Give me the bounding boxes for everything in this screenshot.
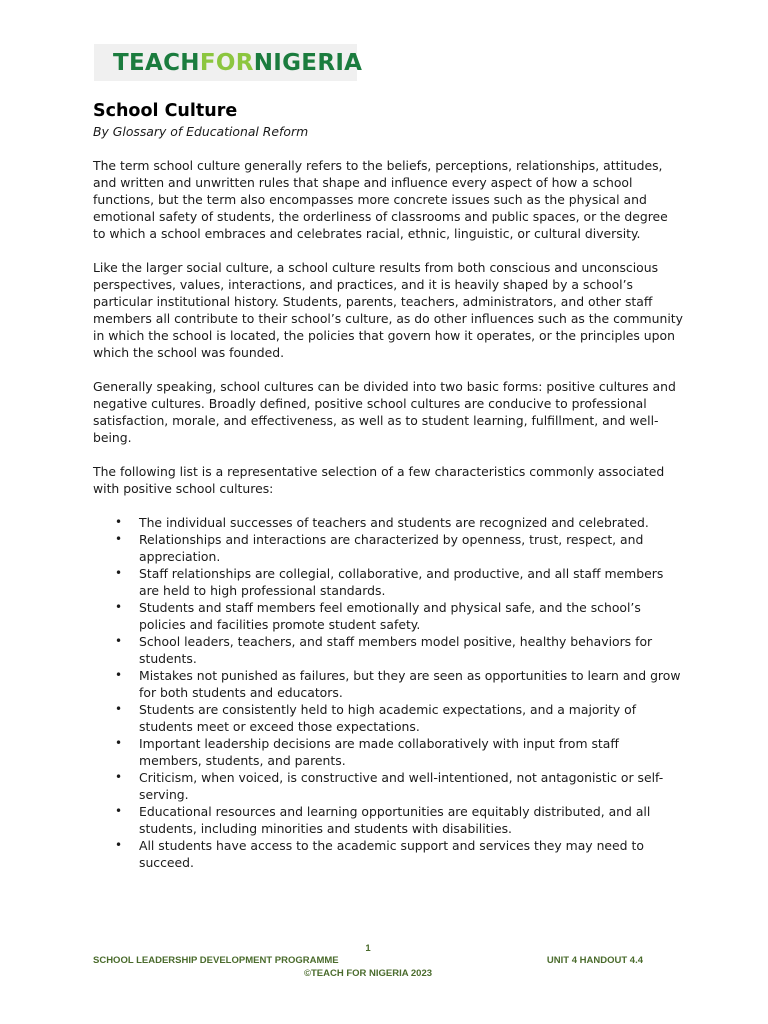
page-title: School Culture — [93, 101, 238, 121]
list-item: • Students are consistently held to high academic expectations, and a majority of students meet or exceed those expectations. — [93, 701, 683, 735]
list-item: • Criticism, when voiced, is constructive and well-intentioned, not antagonistic or self-serving. — [93, 769, 683, 803]
list-item: • Important leadership decisions are made collaboratively with input from staff members, students, and parents. — [93, 735, 683, 769]
footer-programme: SCHOOL LEADERSHIP DEVELOPMENT PROGRAMME — [93, 955, 339, 966]
list-item: • The individual successes of teachers and students are recognized and celebrated. — [93, 514, 683, 531]
paragraph-1: The term school culture generally refers to the beliefs, perceptions, relationships, attitudes, and written and unwritten rules that shape and influence every aspect of how a school functions, but the term also encompasses more concrete issues such as the physical and emotional safety of students, the orderliness of classrooms and public spaces, or the degree to which a school embraces and celebrates racial, ethnic, linguistic, or cultural diversity. — [93, 158, 668, 241]
paragraph-2: Like the larger social culture, a school culture results from both conscious and unconscious perspectives, values, interactions, and practices, and it is heavily shaped by a school’s particular institutional history. Students, parents, teachers, administrators, and other staff members all contribute to their school’s culture, as do other influences such as the community in which the school is located, the policies that govern how it operates, or the principles upon which the school was founded. — [93, 260, 683, 360]
logo-text — [113, 50, 362, 76]
page-number: 1 — [365, 943, 371, 954]
list-item: • Relationships and interactions are characterized by openness, trust, respect, and appreciation. — [93, 531, 683, 565]
characteristics-list — [93, 514, 683, 871]
list-item: • Mistakes not punished as failures, but they are seen as opportunities to learn and grow for both students and educators. — [93, 667, 683, 701]
paragraph-3: Generally speaking, school cultures can be divided into two basic forms: positive cultures and negative cultures. Broadly defined, positive school cultures are conducive to professional satisfaction, morale, and effectiveness, as well as to student learning, fulfillment, and well-being. — [93, 379, 676, 445]
list-item: • All students have access to the academic support and services they may need to succeed. — [93, 837, 683, 871]
teach-for-nigeria-logo — [94, 44, 363, 81]
list-item: • Students and staff members feel emotionally and physical safe, and the school’s policies and facilities promote student safety. — [93, 599, 683, 633]
logo-part-nigeria: NIGERIA — [253, 50, 363, 76]
footer-copyright: ©TEACH FOR NIGERIA 2023 — [303, 968, 433, 979]
footer-unit: UNIT 4 HANDOUT 4.4 — [546, 955, 643, 966]
logo-part-teach: TEACH — [113, 50, 200, 76]
list-item: • School leaders, teachers, and staff members model positive, healthy behaviors for students. — [93, 633, 683, 667]
logo-part-for: FOR — [199, 50, 254, 76]
document-body — [93, 100, 683, 871]
list-item: • Staff relationships are collegial, collaborative, and productive, and all staff members are held to high professional standards. — [93, 565, 683, 599]
list-item: • Educational resources and learning opportunities are equitably distributed, and all students, including minorities and students with disabilities. — [93, 803, 683, 837]
paragraph-4: The following list is a representative selection of a few characteristics commonly associated with positive school cultures: — [93, 464, 665, 496]
page-footer — [93, 940, 643, 984]
byline: By Glossary of Educational Reform — [93, 124, 309, 139]
